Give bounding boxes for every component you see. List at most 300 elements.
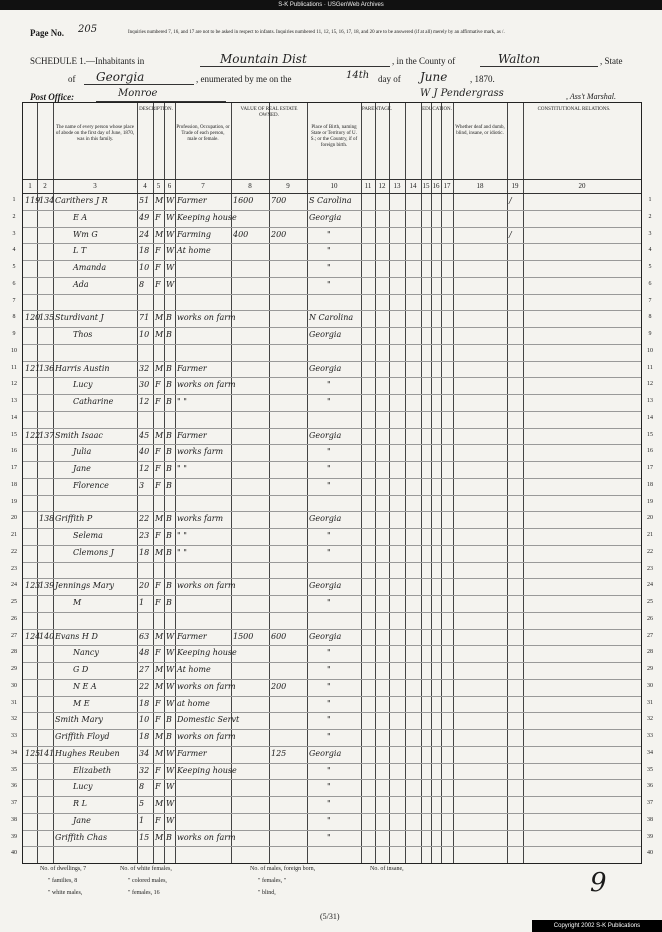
row-number: 37 [647, 800, 653, 806]
cell-color: B [166, 581, 172, 591]
cell-name: Lucy [73, 782, 93, 792]
row-number: 34 [11, 749, 17, 756]
cell-occ: Farmer [177, 430, 207, 440]
cell-age: 1 [139, 815, 145, 825]
cell-dw: 125 [25, 748, 41, 758]
cell-age: 8 [139, 279, 145, 289]
column-number: 2 [43, 182, 47, 190]
county: Walton [498, 52, 541, 66]
row-number: 12 [647, 381, 653, 388]
row-number: 28 [647, 649, 653, 656]
cell-occ: works on farm [177, 581, 236, 591]
cell-pe: 125 [271, 748, 287, 758]
cell-fam: 134 [39, 196, 55, 205]
cell-pe: 600 [271, 631, 287, 641]
cell-color: W [166, 246, 175, 256]
row-number: 14 [647, 414, 653, 421]
cell-occ: works farm [177, 447, 224, 457]
cell-color: W [166, 263, 175, 272]
cell-name: Griffith P [55, 514, 93, 524]
cell-sex: M [155, 832, 164, 842]
cell-age: 30 [139, 380, 150, 390]
cell-birth: " [327, 531, 331, 540]
cell-dw: 120 [25, 313, 41, 323]
cell-name: L T [73, 246, 87, 256]
row-number: 30 [11, 682, 17, 689]
cell-color: B [166, 397, 172, 406]
cell-sex: F [155, 648, 161, 658]
cell-birth: " [327, 782, 331, 792]
cell-age: 15 [139, 832, 150, 842]
row-number: 23 [647, 565, 653, 572]
row-number: 37 [11, 800, 17, 806]
cell-color: B [166, 363, 172, 373]
row-number: 33 [11, 733, 17, 739]
row-number: 38 [647, 816, 653, 823]
cell-name: Amanda [73, 263, 107, 272]
year: , 1870. [470, 74, 495, 84]
cell-pe: 200 [271, 229, 287, 239]
cell-name: Elizabeth [73, 765, 112, 775]
cell-name: Nancy [73, 648, 99, 658]
cell-name: Hughes Reuben [55, 748, 120, 758]
cell-color: W [166, 748, 175, 758]
cell-birth: N Carolina [309, 313, 354, 323]
row-number: 24 [647, 582, 653, 589]
page-label: Page No. [30, 28, 64, 38]
cell-color: W [166, 681, 175, 691]
column-number: 3 [93, 182, 97, 190]
cell-re: 1500 [233, 631, 254, 641]
cell-sex: M [155, 330, 164, 339]
cell-fam: 141 [39, 748, 55, 758]
row-number: 10 [11, 347, 17, 354]
row-number: 17 [647, 465, 653, 471]
cell-color: W [166, 229, 175, 239]
cell-color: W [166, 765, 175, 775]
cell-color: B [166, 715, 172, 725]
cell-birth: " [327, 698, 331, 708]
cell-re: 400 [233, 229, 249, 239]
copyright: Copyright 2002 S-K Publications [532, 920, 662, 932]
cell-fam: 139 [39, 581, 55, 591]
column-number: 4 [143, 182, 147, 190]
cell-occ: Domestic Servt [177, 715, 240, 725]
row-number: 34 [647, 749, 653, 756]
row-number: 25 [647, 599, 653, 605]
cell-sex: M [155, 313, 164, 323]
cell-color: B [166, 464, 172, 473]
cell-birth: " [327, 380, 331, 390]
row-number: 40 [647, 850, 653, 857]
cell-occ: at home [177, 698, 210, 708]
state-label: , State [600, 56, 623, 66]
marshal-name: W J Pendergrass [420, 88, 504, 99]
cell-name: Smith Isaac [55, 430, 103, 440]
row-number: 24 [11, 582, 17, 589]
cell-age: 40 [139, 447, 150, 457]
cell-name: Selema [73, 531, 103, 540]
cell-dw: 124 [25, 631, 41, 641]
row-number: 7 [648, 297, 652, 304]
row-number: 30 [647, 682, 653, 689]
column-number: 1 [28, 182, 32, 190]
cell-birth: " [327, 648, 331, 658]
cell-age: 10 [139, 263, 150, 272]
row-number: 6 [12, 280, 16, 287]
cell-sex: M [155, 363, 164, 373]
cell-color: W [166, 799, 175, 808]
cell-name: Jennings Mary [55, 581, 115, 591]
cell-age: 23 [139, 531, 150, 540]
cell-sex: M [155, 229, 164, 239]
column-number: 12 [378, 182, 386, 190]
cell-occ: At home [177, 246, 211, 256]
cell-color: B [166, 330, 172, 339]
column-number: 20 [578, 182, 586, 190]
post-office: Monroe [118, 88, 158, 99]
month: June [420, 70, 448, 84]
cell-color: W [166, 212, 175, 222]
cell-age: 18 [139, 732, 150, 741]
cell-occ: works on farm [177, 832, 236, 842]
cell-color: W [166, 815, 175, 825]
row-number: 27 [11, 632, 17, 639]
footer-insane: No. of insane, [370, 866, 404, 872]
column-number: 5 [156, 182, 161, 190]
cell-name: Lucy [73, 380, 93, 390]
cell-sex: M [155, 665, 164, 674]
column-header: DESCRIPTION. [139, 107, 173, 112]
cell-age: 12 [139, 464, 150, 473]
inquiry-note: Inquiries numbered 7, 16, and 17 are not to be asked in respect to infants. Inquiries numbered 11, 12, 15, 16, 17, 18, and 20 are to be answered (if at all) merely by an affirmative mark, as /. [128, 30, 505, 35]
row-number: 4 [12, 247, 16, 254]
cell-occ: Keeping house [177, 212, 237, 222]
cell-pe: 200 [271, 681, 287, 691]
cell-birth: Georgia [309, 430, 342, 440]
row-number: 4 [648, 247, 652, 254]
cell-age: 18 [139, 698, 150, 708]
cell-color: B [166, 430, 172, 440]
footer-stamp: (5/31) [320, 912, 340, 921]
footer-colored-males: " colored males, [128, 878, 167, 884]
cell-name: Thos [73, 330, 93, 339]
cell-occ: " " [177, 531, 187, 540]
cell-color: B [166, 514, 172, 524]
cell-name: Wm G [73, 229, 98, 239]
row-number: 11 [647, 364, 653, 371]
cell-sex: M [155, 196, 164, 205]
cell-occ: works on farm [177, 313, 236, 323]
cell-birth: " [327, 832, 331, 842]
cell-color: B [166, 732, 172, 741]
row-number: 39 [647, 833, 653, 840]
row-number: 8 [648, 314, 652, 321]
cell-age: 8 [139, 782, 145, 792]
cell-age: 27 [139, 665, 150, 674]
column-number: 15 [422, 182, 430, 190]
column-number: 8 [248, 182, 252, 190]
row-number: 16 [647, 448, 653, 455]
cell-color: B [166, 313, 172, 323]
district: Mountain Dist [220, 52, 307, 66]
cell-occ: Keeping house [177, 765, 237, 775]
cell-birth: " [327, 547, 331, 557]
row-number: 31 [647, 699, 653, 706]
column-header: The name of every person whose place of abode on the first day of June, 1870, was in this family. [55, 125, 135, 142]
schedule-text: SCHEDULE 1.—Inhabitants in [30, 56, 145, 66]
row-number: 23 [11, 565, 17, 572]
row-number: 12 [11, 381, 17, 388]
cell-age: 22 [139, 681, 150, 691]
cell-name: N E A [73, 681, 97, 691]
row-number: 3 [648, 230, 652, 237]
column-header: Whether deaf and dumb, blind, insane, or idiotic. [455, 125, 505, 136]
cell-name: G D [73, 665, 89, 674]
cell-name: Griffith Chas [55, 832, 108, 842]
cell-birth: " [327, 279, 331, 289]
cell-occ: works on farm [177, 681, 236, 691]
day-of: day of [378, 74, 401, 84]
of-label: of [68, 74, 76, 84]
cell-occ: Keeping house [177, 648, 237, 658]
row-number: 2 [648, 213, 652, 220]
cell-age: 18 [139, 246, 150, 256]
row-number: 21 [11, 532, 17, 538]
cell-birth: " [327, 397, 331, 406]
county-text: , in the County of [392, 56, 456, 66]
row-number: 15 [11, 431, 17, 438]
cell-sex: F [155, 397, 161, 406]
column-number: 16 [432, 182, 440, 190]
column-number: 17 [443, 182, 451, 190]
cell-sex: F [155, 698, 161, 708]
enum-text: , enumerated by me on the [196, 74, 292, 84]
cell-age: 20 [139, 581, 150, 591]
cell-occ: " " [177, 397, 187, 406]
cell-sex: M [155, 430, 164, 440]
row-number: 35 [11, 766, 17, 773]
cell-color: B [166, 598, 172, 607]
column-header: CONSTITUTIONAL RELATIONS. [537, 107, 611, 112]
cell-birth: " [327, 464, 331, 473]
cell-color: W [166, 665, 175, 674]
cell-birth: Georgia [309, 363, 342, 373]
page-number: 205 [78, 24, 98, 35]
column-number: 14 [409, 182, 417, 190]
cell-occ: Farmer [177, 363, 207, 373]
cell-birth: " [327, 681, 331, 691]
cell-name: Griffith Floyd [55, 732, 110, 741]
cell-sex: M [155, 748, 164, 758]
row-number: 26 [11, 615, 17, 622]
column-number: 10 [330, 182, 338, 190]
cell-occ: At home [177, 665, 211, 674]
footer-families: " families, 8 [48, 878, 78, 884]
column-number: 19 [511, 182, 519, 190]
row-number: 38 [11, 816, 17, 823]
cell-age: 32 [139, 765, 150, 775]
cell-occ: Farming [177, 229, 212, 239]
column-number: 7 [201, 182, 205, 190]
cell-fam: 140 [39, 631, 55, 641]
cell-sex: F [155, 447, 161, 457]
row-number: 36 [647, 783, 653, 790]
cell-dw: 119 [25, 196, 41, 205]
column-header: VALUE OF REAL ESTATE OWNED. [240, 107, 298, 118]
cell-occ: works on farm [177, 380, 236, 390]
cell-birth: Georgia [309, 514, 342, 524]
footer-colored-females: " females, 16 [128, 890, 160, 896]
cell-sex: F [155, 782, 161, 792]
footer-white-females: No. of white females, [120, 866, 172, 872]
cell-sex: F [155, 598, 161, 607]
cell-birth: " [327, 665, 331, 674]
cell-birth: " [327, 229, 331, 239]
row-number: 6 [648, 280, 652, 287]
cell-birth: Georgia [309, 581, 342, 591]
cell-birth: " [327, 447, 331, 457]
cell-sex: F [155, 246, 161, 256]
cell-name: M E [73, 698, 90, 708]
cell-sex: F [155, 464, 161, 473]
row-number: 19 [647, 498, 653, 505]
cell-mark: / [509, 196, 512, 205]
cell-birth: " [327, 799, 331, 808]
cell-birth: " [327, 815, 331, 825]
cell-color: W [166, 279, 175, 289]
row-number: 25 [11, 599, 17, 605]
cell-color: B [166, 447, 172, 457]
cell-age: 3 [139, 480, 145, 490]
cell-sex: M [155, 681, 164, 691]
row-number: 14 [11, 414, 17, 421]
cell-age: 45 [139, 430, 150, 440]
cell-sex: F [155, 212, 161, 222]
row-number: 35 [647, 766, 653, 773]
row-number: 22 [647, 548, 653, 555]
cell-mark: / [509, 229, 512, 239]
footer-foreign-females: " females, " [258, 878, 287, 884]
row-number: 15 [647, 431, 653, 438]
cell-age: 18 [139, 547, 150, 557]
cell-age: 48 [139, 648, 150, 658]
column-header: PARENTAGE. [362, 107, 393, 112]
row-number: 13 [647, 398, 653, 404]
cell-sex: F [155, 263, 161, 272]
row-number: 1 [12, 197, 16, 203]
cell-age: 32 [139, 363, 150, 373]
footer-white-males: " white males, [48, 890, 83, 896]
cell-occ: Farmer [177, 196, 207, 205]
cell-sex: M [155, 732, 164, 741]
row-number: 29 [647, 666, 653, 672]
cell-name: E A [73, 212, 88, 222]
row-number: 31 [11, 699, 17, 706]
cell-occ: " " [177, 547, 187, 557]
cell-age: 1 [139, 598, 145, 607]
cell-age: 22 [139, 514, 150, 524]
cell-color: B [166, 380, 172, 390]
row-number: 22 [11, 548, 17, 555]
row-number: 28 [11, 649, 17, 656]
cell-age: 24 [139, 229, 150, 239]
cell-age: 51 [139, 196, 150, 205]
row-number: 18 [11, 481, 17, 488]
cell-color: W [166, 631, 175, 641]
row-number: 29 [11, 666, 17, 672]
cell-birth: " [327, 246, 331, 256]
cell-name: Florence [73, 480, 109, 490]
row-number: 1 [648, 197, 652, 203]
cell-color: B [166, 547, 172, 557]
row-number: 13 [11, 398, 17, 404]
cell-color: B [166, 480, 172, 490]
cell-fam: 136 [39, 363, 55, 373]
post-office-label: Post Office: [30, 92, 75, 102]
cell-occ: Farmer [177, 631, 207, 641]
row-number: 10 [647, 347, 653, 354]
cell-sex: M [155, 547, 164, 557]
row-number: 32 [647, 716, 653, 723]
cell-birth: Georgia [309, 631, 342, 641]
cell-name: Carithers J R [55, 196, 108, 205]
row-number: 39 [11, 833, 17, 840]
cell-sex: F [155, 715, 161, 725]
cell-color: W [166, 782, 175, 792]
footer-dwellings: No. of dwellings, 7 [40, 866, 87, 872]
cell-name: Jane [73, 464, 91, 473]
cell-age: 71 [139, 313, 150, 323]
column-number: 6 [167, 182, 172, 190]
row-number: 8 [12, 314, 16, 321]
row-number: 32 [11, 716, 17, 723]
cell-birth: " [327, 263, 331, 272]
column-header: Place of Birth, naming State or Territory of U. S.; or the Country, if of foreign birth. [310, 125, 358, 148]
cell-color: W [166, 698, 175, 708]
cell-occ: " " [177, 464, 187, 473]
cell-name: Clemons J [73, 547, 114, 557]
marshal-label: , Ass't Marshal. [566, 92, 617, 101]
footer-foreign-males: No. of males, foreign born, [250, 866, 316, 872]
row-number: 7 [12, 297, 16, 304]
cell-color: B [166, 832, 172, 842]
cell-sex: F [155, 531, 161, 540]
archive-banner: S-K Publications · USGenWeb Archives [0, 0, 662, 10]
cell-name: Sturdivant J [55, 313, 104, 323]
column-number: 13 [393, 182, 401, 190]
cell-name: Evans H D [55, 631, 98, 641]
cell-birth: " [327, 480, 331, 490]
row-number: 5 [12, 264, 16, 270]
cell-name: Smith Mary [55, 715, 103, 725]
footer-blind: " blind, [258, 890, 276, 896]
cell-sex: F [155, 765, 161, 775]
cell-name: Jane [73, 815, 91, 825]
cell-age: 5 [139, 799, 145, 808]
cell-birth: " [327, 732, 331, 741]
cell-dw: 123 [25, 581, 41, 591]
cell-birth: " [327, 598, 331, 607]
column-header: EDUCATION. [422, 107, 452, 112]
cell-name: M [73, 598, 82, 607]
cell-sex: F [155, 581, 161, 591]
cell-age: 10 [139, 715, 150, 725]
cell-dw: 122 [25, 430, 41, 440]
cell-color: B [166, 531, 172, 540]
cell-sex: M [155, 799, 164, 808]
cell-birth: " [327, 715, 331, 725]
